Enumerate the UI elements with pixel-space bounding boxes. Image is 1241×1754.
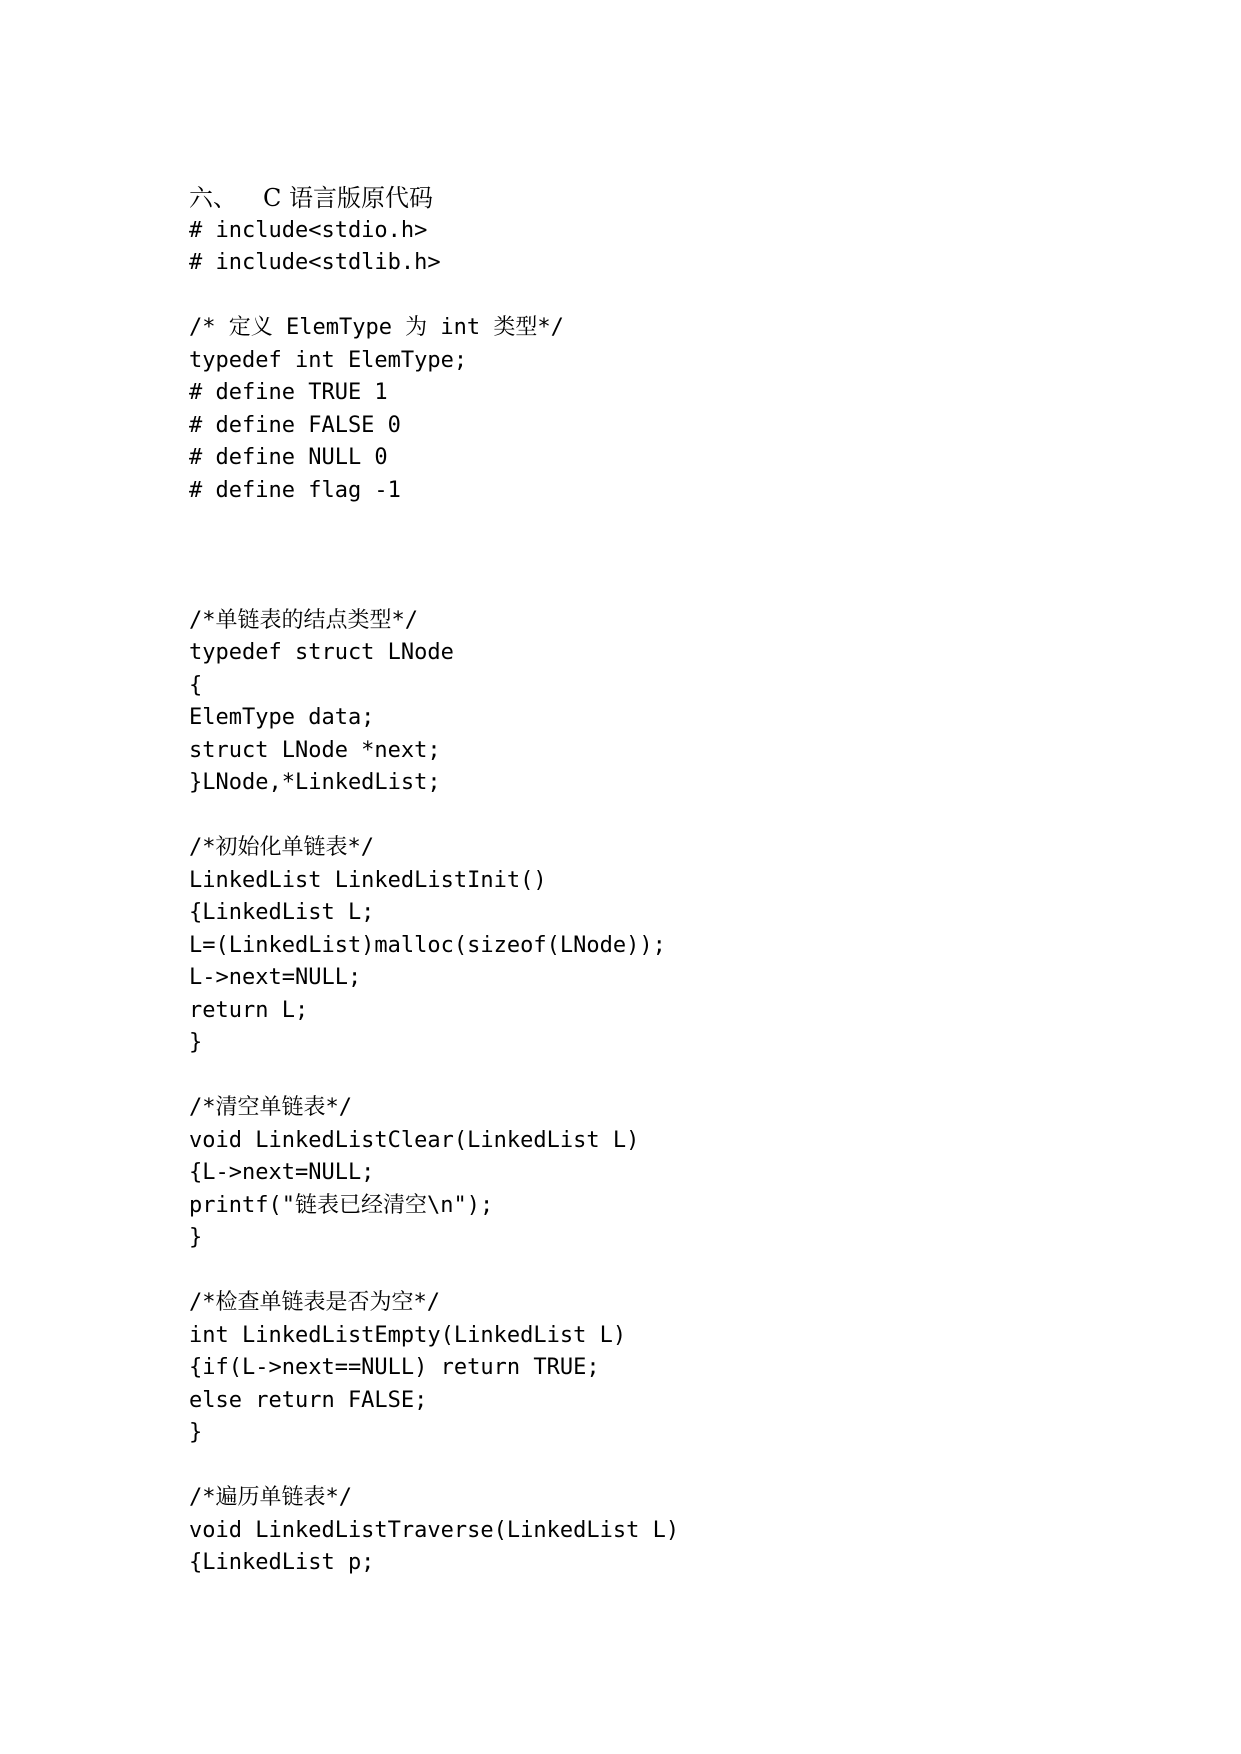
code-line: {LinkedList p; xyxy=(189,1550,375,1575)
code-line: } xyxy=(189,1030,203,1055)
blank-line xyxy=(189,507,1189,540)
code-line: printf("链表已经清空\n"); xyxy=(189,1192,494,1218)
blank-line xyxy=(189,540,1189,573)
section-title: C 语言版原代码 xyxy=(263,184,433,212)
code-line: else return FALSE; xyxy=(189,1387,428,1413)
code-line: void LinkedListTraverse(LinkedList L) xyxy=(189,1517,680,1543)
code-line: typedef struct LNode xyxy=(189,640,454,665)
code-line: ElemType data; xyxy=(189,705,375,730)
blank-line xyxy=(189,280,1189,313)
blank-line xyxy=(189,572,1189,605)
code-line: { xyxy=(189,672,203,698)
blank-line xyxy=(189,800,1189,833)
code-listing xyxy=(189,182,1189,1580)
blank-line xyxy=(189,1255,1189,1288)
code-line: {L->next=NULL; xyxy=(189,1160,375,1185)
code-line: int LinkedListEmpty(LinkedList L) xyxy=(189,1322,627,1348)
code-line: # define flag -1 xyxy=(189,477,401,503)
code-line: /*遍历单链表*/ xyxy=(189,1485,352,1510)
code-line: # define TRUE 1 xyxy=(189,380,388,405)
code-line: typedef int ElemType; xyxy=(189,347,468,373)
code-line: LinkedList LinkedListInit() xyxy=(189,867,547,893)
code-line: /*检查单链表是否为空*/ xyxy=(189,1290,440,1315)
code-line: void LinkedListClear(LinkedList L) xyxy=(189,1127,640,1153)
code-line: {LinkedList L; xyxy=(189,900,375,925)
blank-line xyxy=(189,1450,1189,1483)
code-line: # define FALSE 0 xyxy=(189,412,401,438)
section-heading xyxy=(189,182,1189,215)
code-line: return L; xyxy=(189,997,309,1023)
code-line: struct LNode *next; xyxy=(189,737,441,763)
code-line: # include<stdlib.h> xyxy=(189,250,441,275)
blank-line xyxy=(189,1060,1189,1093)
code-line: } xyxy=(189,1225,203,1250)
code-line: /*清空单链表*/ xyxy=(189,1095,352,1120)
code-line: # define NULL 0 xyxy=(189,445,388,470)
code-line: } xyxy=(189,1420,203,1445)
code-line: # include<stdio.h> xyxy=(189,217,428,243)
code-line: }LNode,*LinkedList; xyxy=(189,770,441,795)
code-line: L->next=NULL; xyxy=(189,965,362,990)
section-number: 六、 xyxy=(189,184,237,212)
code-line: /* 定义 ElemType 为 int 类型*/ xyxy=(189,315,564,340)
code-line: /*初始化单链表*/ xyxy=(189,835,374,860)
code-line: /*单链表的结点类型*/ xyxy=(189,607,418,633)
code-block xyxy=(189,215,1189,1580)
code-line: {if(L->next==NULL) return TRUE; xyxy=(189,1355,600,1380)
code-line: L=(LinkedList)malloc(sizeof(LNode)); xyxy=(189,932,666,958)
